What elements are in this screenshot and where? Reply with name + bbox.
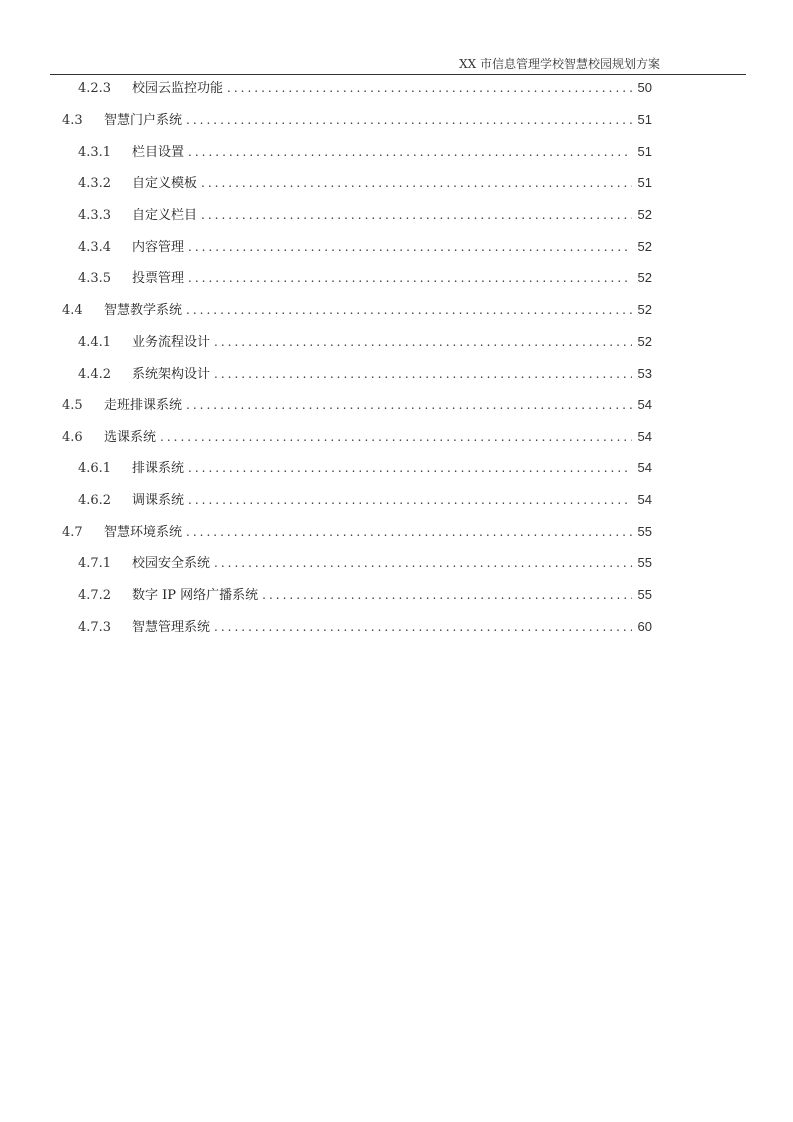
- toc-title: 业务流程设计: [132, 335, 211, 350]
- toc-entry[interactable]: [62, 522, 652, 542]
- toc-page-number: 55: [637, 587, 652, 602]
- toc-title: 投票管理: [132, 271, 185, 286]
- toc-entry[interactable]: [62, 427, 652, 447]
- toc-leader-dots: [188, 268, 632, 288]
- toc-number: 4.7.3: [78, 620, 112, 635]
- toc-entry[interactable]: [62, 110, 652, 130]
- toc-title: 自定义栏目: [132, 208, 198, 223]
- toc-title: 自定义模板: [132, 176, 198, 191]
- toc-page-number: 52: [637, 239, 652, 254]
- toc-title: 智慧门户系统: [104, 113, 183, 128]
- toc-page-number: 54: [637, 492, 652, 507]
- toc-entry[interactable]: [78, 205, 652, 225]
- toc-title: 排课系统: [132, 461, 185, 476]
- toc-title: 智慧教学系统: [104, 303, 183, 318]
- toc-page-number: 55: [637, 555, 652, 570]
- toc-entry[interactable]: [78, 332, 652, 352]
- toc-leader-dots: [188, 237, 632, 257]
- toc-number: 4.4.2: [78, 367, 112, 382]
- toc-number: 4.3.4: [78, 240, 112, 255]
- toc-leader-dots: [262, 585, 632, 605]
- toc-page-number: 55: [637, 524, 652, 539]
- toc-title: 智慧环境系统: [104, 525, 183, 540]
- toc-number: 4.6.2: [78, 493, 112, 508]
- toc-entry[interactable]: [78, 268, 652, 288]
- toc-page-number: 52: [637, 334, 652, 349]
- toc-page-number: 54: [637, 397, 652, 412]
- toc-number: 4.3.5: [78, 271, 112, 286]
- toc-page-number: 52: [637, 270, 652, 285]
- toc-page-number: 50: [637, 80, 652, 95]
- toc-number: 4.4.1: [78, 335, 112, 350]
- toc-title: 数字 IP 网络广播系统: [132, 588, 259, 603]
- toc-entry[interactable]: [78, 490, 652, 510]
- toc-page-number: 60: [637, 619, 652, 634]
- toc-leader-dots: [214, 332, 632, 352]
- toc-leader-dots: [186, 522, 632, 542]
- toc-leader-dots: [186, 395, 632, 415]
- toc-entry[interactable]: [78, 237, 652, 257]
- toc-leader-dots: [227, 78, 632, 98]
- toc-leader-dots: [186, 300, 632, 320]
- toc-entry[interactable]: [78, 78, 652, 98]
- toc-page-number: 53: [637, 366, 652, 381]
- toc-entry[interactable]: [78, 553, 652, 573]
- toc-number: 4.3: [62, 113, 83, 128]
- toc-title: 选课系统: [104, 430, 157, 445]
- toc-page-number: 52: [637, 302, 652, 317]
- toc-title: 走班排课系统: [104, 398, 183, 413]
- toc-page-number: 54: [637, 460, 652, 475]
- toc-entry[interactable]: [78, 142, 652, 162]
- toc-entry[interactable]: [62, 300, 652, 320]
- toc-leader-dots: [214, 364, 632, 384]
- toc-leader-dots: [188, 458, 632, 478]
- toc-leader-dots: [188, 490, 632, 510]
- toc-number: 4.5: [62, 398, 83, 413]
- toc-title: 栏目设置: [132, 145, 185, 160]
- toc-number: 4.6: [62, 430, 83, 445]
- toc-entry[interactable]: [78, 364, 652, 384]
- toc-leader-dots: [188, 142, 632, 162]
- toc-title: 系统架构设计: [132, 367, 211, 382]
- toc-page-number: 51: [637, 112, 652, 127]
- toc-title: 内容管理: [132, 240, 185, 255]
- toc-leader-dots: [160, 427, 632, 447]
- toc-entry[interactable]: [78, 458, 652, 478]
- toc-leader-dots: [214, 553, 632, 573]
- toc-number: 4.3.1: [78, 145, 112, 160]
- toc-entry[interactable]: [78, 585, 652, 605]
- toc-title: 智慧管理系统: [132, 620, 211, 635]
- toc-title: 校园云监控功能: [132, 81, 224, 96]
- toc-entry[interactable]: [78, 617, 652, 637]
- toc-title: 校园安全系统: [132, 556, 211, 571]
- toc-page-number: 51: [637, 144, 652, 159]
- toc-number: 4.7.1: [78, 556, 112, 571]
- toc-number: 4.4: [62, 303, 83, 318]
- header-title: XX 市信息管理学校智慧校园规划方案: [459, 57, 660, 71]
- toc-entry[interactable]: [78, 173, 652, 193]
- toc-number: 4.3.3: [78, 208, 112, 223]
- toc-page-number: 51: [637, 175, 652, 190]
- toc-number: 4.3.2: [78, 176, 112, 191]
- toc-number: 4.7.2: [78, 588, 112, 603]
- toc-leader-dots: [201, 173, 632, 193]
- toc-title: 调课系统: [132, 493, 185, 508]
- toc-leader-dots: [201, 205, 632, 225]
- toc-number: 4.7: [62, 525, 83, 540]
- toc-leader-dots: [214, 617, 632, 637]
- toc-number: 4.6.1: [78, 461, 112, 476]
- toc-page-number: 54: [637, 429, 652, 444]
- toc-leader-dots: [186, 110, 632, 130]
- toc-number: 4.2.3: [78, 81, 112, 96]
- toc-page-number: 52: [637, 207, 652, 222]
- toc-entry[interactable]: [62, 395, 652, 415]
